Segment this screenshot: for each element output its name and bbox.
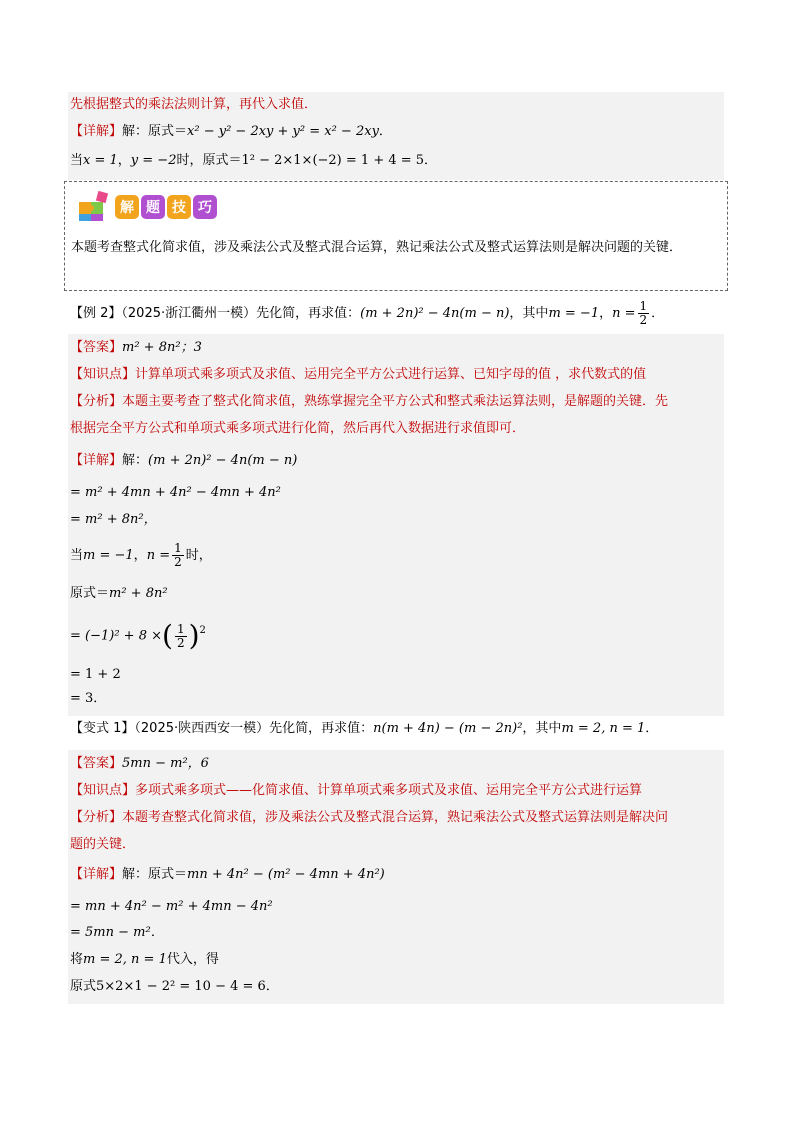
example2-result1: = 1 + 2 bbox=[70, 667, 121, 682]
n-lhs: n = bbox=[146, 548, 171, 563]
variant1-question bbox=[70, 720, 658, 738]
s1-detail-line bbox=[70, 123, 392, 141]
example2-knowledge bbox=[70, 366, 646, 384]
text: ， bbox=[117, 153, 131, 168]
text: 原式＝ bbox=[70, 586, 110, 601]
text: ， bbox=[133, 548, 147, 563]
answer-tag: 【答案】 bbox=[70, 340, 123, 355]
denominator: 2 bbox=[176, 635, 185, 650]
analysis-tag: 【分析】 bbox=[70, 810, 123, 825]
values: m = 2, n = 1 bbox=[561, 721, 646, 736]
detail-tag: 【详解】 bbox=[70, 124, 123, 139]
numerator: 1 bbox=[639, 299, 648, 313]
detail-math: mn + 4n² − (m² − 4mn + 4n²) bbox=[187, 867, 385, 882]
math-x: x = 1 bbox=[83, 153, 118, 168]
text: 将 bbox=[70, 952, 84, 967]
m-value: m = −1 bbox=[548, 306, 600, 321]
question-expr: n(m + 4n) − (m − 2n)² bbox=[373, 721, 523, 736]
fraction-one-half bbox=[638, 300, 650, 327]
puzzle-icon bbox=[77, 190, 111, 222]
text: ，其中 bbox=[509, 306, 549, 321]
numerator: 1 bbox=[174, 541, 182, 555]
tip-tile: 技 bbox=[167, 195, 191, 219]
exponent: 2 bbox=[199, 625, 206, 636]
math: 5×2×1 − 2² = 10 − 4 = 6 bbox=[96, 979, 266, 994]
period: ． bbox=[265, 979, 279, 994]
example2-solution-bg bbox=[68, 334, 724, 716]
analysis-text: 本题主要考查了整式化简求值，熟练掌握完全平方公式和整式乘法运算法则，是解题的关键．先 bbox=[122, 394, 669, 409]
text: 当 bbox=[70, 153, 84, 168]
question-expr: (m + 2n)² − 4n(m − n) bbox=[360, 306, 510, 321]
denominator: 2 bbox=[639, 313, 648, 327]
text: 时， bbox=[185, 548, 212, 563]
tip-tile: 解 bbox=[115, 195, 139, 219]
analysis-tag: 【分析】 bbox=[70, 394, 123, 409]
example2-step1: = m² + 4mn + 4n² − 4mn + 4n² bbox=[70, 485, 281, 500]
example2-analysis-1 bbox=[70, 393, 668, 411]
text: 当 bbox=[70, 548, 84, 563]
s1-substitution-line bbox=[70, 152, 437, 170]
paren-open: ( bbox=[162, 619, 173, 652]
variant1-analysis-2: 题的关键． bbox=[70, 837, 136, 852]
knowledge-tag: 【知识点】 bbox=[70, 783, 136, 798]
text: ， bbox=[599, 306, 613, 321]
variant1-analysis-1 bbox=[70, 809, 668, 827]
example2-original bbox=[70, 585, 168, 603]
answer-tag: 【答案】 bbox=[70, 756, 123, 771]
m-value: m = −1 bbox=[83, 548, 134, 563]
math-y: y = −2 bbox=[130, 153, 177, 168]
knowledge-tag: 【知识点】 bbox=[70, 367, 136, 382]
text: 时，原式＝ bbox=[176, 153, 242, 168]
example2-question bbox=[70, 300, 664, 327]
fraction-one-half bbox=[175, 623, 187, 650]
detail-tag: 【详解】 bbox=[70, 867, 123, 882]
analysis-text: 本题考查整式化简求值，涉及乘法公式及整式混合运算，熟记乘法公式及整式运算法则是解决问 bbox=[122, 810, 669, 825]
n-lhs: n = bbox=[612, 306, 636, 321]
text: 代入，得 bbox=[166, 952, 219, 967]
variant1-step1: = mn + 4n² − m² + 4mn − 4n² bbox=[70, 899, 273, 914]
example2-analysis-2: 根据完全平方公式和单项式乘多项式进行化简，然后再代入数据进行求值即可． bbox=[70, 421, 526, 436]
period: ． bbox=[424, 153, 438, 168]
detail-tag: 【详解】 bbox=[70, 453, 123, 468]
detail-expr: (m + 2n)² − 4n(m − n) bbox=[148, 453, 298, 468]
period: ． bbox=[645, 721, 659, 736]
variant1-detail bbox=[70, 866, 385, 884]
fraction-one-half bbox=[172, 542, 184, 569]
example2-result2: = 3． bbox=[70, 691, 107, 706]
answer-text: m² + 8n²；3 bbox=[122, 340, 202, 355]
s1-line1: 先根据整式的乘法法则计算，再代入求值． bbox=[70, 97, 318, 112]
variant1-step2: = 5mn − m²． bbox=[70, 925, 164, 940]
math-result: 1² − 2×1×(−2) = 1 + 4 = 5 bbox=[241, 153, 425, 168]
math: m = 2, n = 1 bbox=[83, 952, 167, 967]
detail-math: x² − y² − 2xy + y² = x² − 2xy bbox=[187, 124, 379, 139]
period: ． bbox=[651, 306, 665, 321]
text: 原式 bbox=[70, 979, 97, 994]
knowledge-text: 计算单项式乘多项式及求值、运用完全平方公式进行运算、已知字母的值 ，求代数式的值 bbox=[135, 367, 647, 382]
math: m² + 8n² bbox=[109, 586, 168, 601]
tips-title bbox=[115, 195, 217, 219]
variant1-knowledge bbox=[70, 782, 642, 800]
example2-answer bbox=[70, 339, 202, 357]
solving-tips-box bbox=[64, 181, 728, 291]
numerator: 1 bbox=[176, 621, 185, 636]
example2-step2: = m² + 8n²， bbox=[70, 512, 157, 527]
variant1-substitute bbox=[70, 951, 219, 969]
paren-close: ) bbox=[188, 619, 200, 652]
tips-text: 本题考查整式化简求值，涉及乘法公式及整式混合运算，熟记乘法公式及整式运算法则是解决问题的关键． bbox=[71, 240, 683, 255]
knowledge-text: 多项式乘多项式——化简求值、计算单项式乘多项式及求值、运用完全平方公式进行运算 bbox=[135, 783, 643, 798]
example2-substitution bbox=[70, 619, 206, 652]
tip-tile: 题 bbox=[141, 195, 165, 219]
detail-prefix: 解：原式＝ bbox=[122, 124, 188, 139]
tip-tile: 巧 bbox=[193, 195, 217, 219]
detail-prefix: 解：原式＝ bbox=[122, 867, 188, 882]
math: = (−1)² + 8 × bbox=[70, 628, 162, 644]
question-head: 【例 2】（2025·浙江衢州一模）先化简，再求值： bbox=[70, 306, 361, 321]
period: ． bbox=[378, 124, 392, 139]
example2-when bbox=[70, 542, 212, 569]
variant1-final bbox=[70, 978, 279, 996]
denominator: 2 bbox=[174, 555, 182, 569]
answer-text: 5mn − m²，6 bbox=[122, 756, 209, 771]
variant1-answer bbox=[70, 755, 209, 773]
detail-prefix: 解： bbox=[122, 453, 149, 468]
text: ，其中 bbox=[522, 721, 562, 736]
question-head: 【变式 1】（2025·陕西西安一模）先化简，再求值： bbox=[70, 721, 374, 736]
example2-detail bbox=[70, 452, 297, 470]
